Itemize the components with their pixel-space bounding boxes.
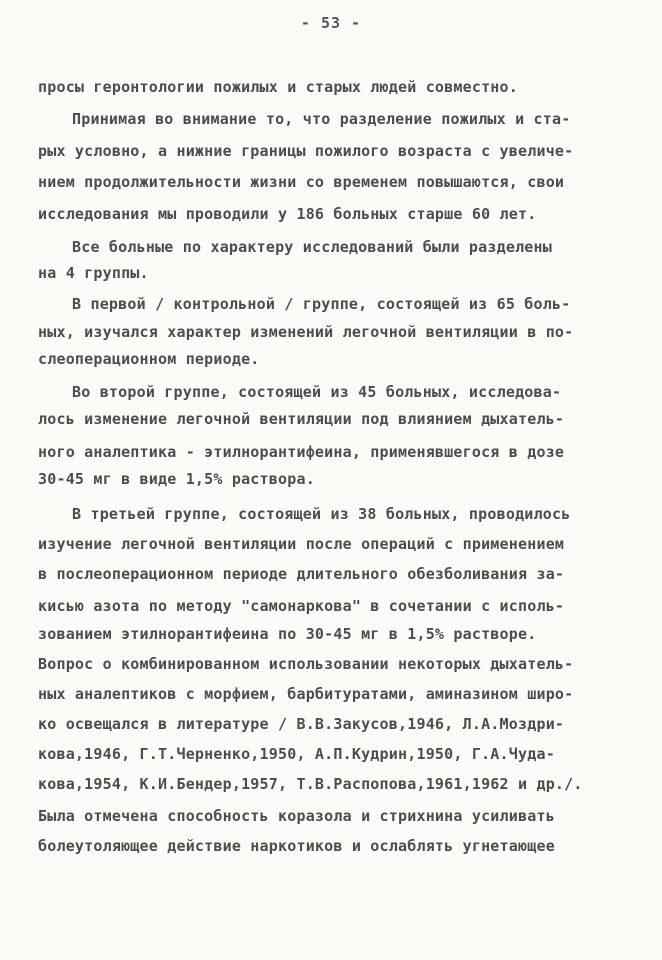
text-line: нием продолжительности жизни со временем повышаются, свои	[38, 173, 565, 191]
text-line: лось изменение легочной вентиляции под влиянием дыхатель-	[38, 410, 565, 428]
text-line: Все больные по характеру исследований были разделены	[72, 238, 552, 256]
text-line: Во второй группе, состоящей из 45 больных, исследова-	[72, 383, 562, 401]
text-line: кова,1946, Г.Т.Черненко,1950, А.П.Кудрин,1950, Г.А.Чуда-	[38, 745, 555, 763]
text-line: ных аналептиков с морфием, барбитуратами, аминазином широ-	[38, 685, 574, 703]
text-line: просы геронтологии пожилых и старых людей совместно.	[38, 78, 518, 96]
text-line: В первой / контрольной / группе, состоящей из 65 боль-	[72, 295, 571, 313]
text-line: Была отмечена способность коразола и стрихнина усиливать	[38, 807, 555, 825]
text-line: 30-45 мг в виде 1,5% раствора.	[38, 470, 315, 488]
text-line: исследования мы проводили у 186 больных старше 60 лет.	[38, 205, 537, 223]
text-line: слеоперационном периоде.	[38, 350, 260, 368]
text-line: Принимая во внимание то, что разделение пожилых и ста-	[72, 110, 571, 128]
text-line: в послеоперационном периоде длительного обезболивания за-	[38, 565, 565, 583]
text-line: ного аналептика - этилнорантифеина, применявшегося в дозе	[38, 443, 565, 461]
text-line: зованием этилнорантифеина по 30-45 мг в 1,5% растворе.	[38, 625, 537, 643]
text-line: изучение легочной вентиляции после операций с применением	[38, 535, 565, 553]
text-line: В третьей группе, состоящей из 38 больных, проводилось	[72, 505, 571, 523]
text-line: болеутоляющее действие наркотиков и ослаблять угнетающее	[38, 837, 555, 855]
text-line: ных, изучался характер изменений легочной вентиляции в по-	[38, 323, 574, 341]
text-line: кова,1954, К.И.Бендер,1957, Т.В.Распопова,1961,1962 и др./.	[38, 775, 583, 793]
text-line: Вопрос о комбинированном использовании некоторых дыхатель-	[38, 655, 574, 673]
text-line: на 4 группы.	[38, 264, 149, 282]
text-line: рых условно, а нижние границы пожилого возраста с увеличе-	[38, 142, 574, 160]
text-line: ко освещался в литературе / В.В.Закусов,1946, Л.А.Моздри-	[38, 715, 565, 733]
text-line: кисью азота по методу "самонаркова" в сочетании с исполь-	[38, 597, 565, 615]
page-number: - 53 -	[300, 14, 362, 32]
